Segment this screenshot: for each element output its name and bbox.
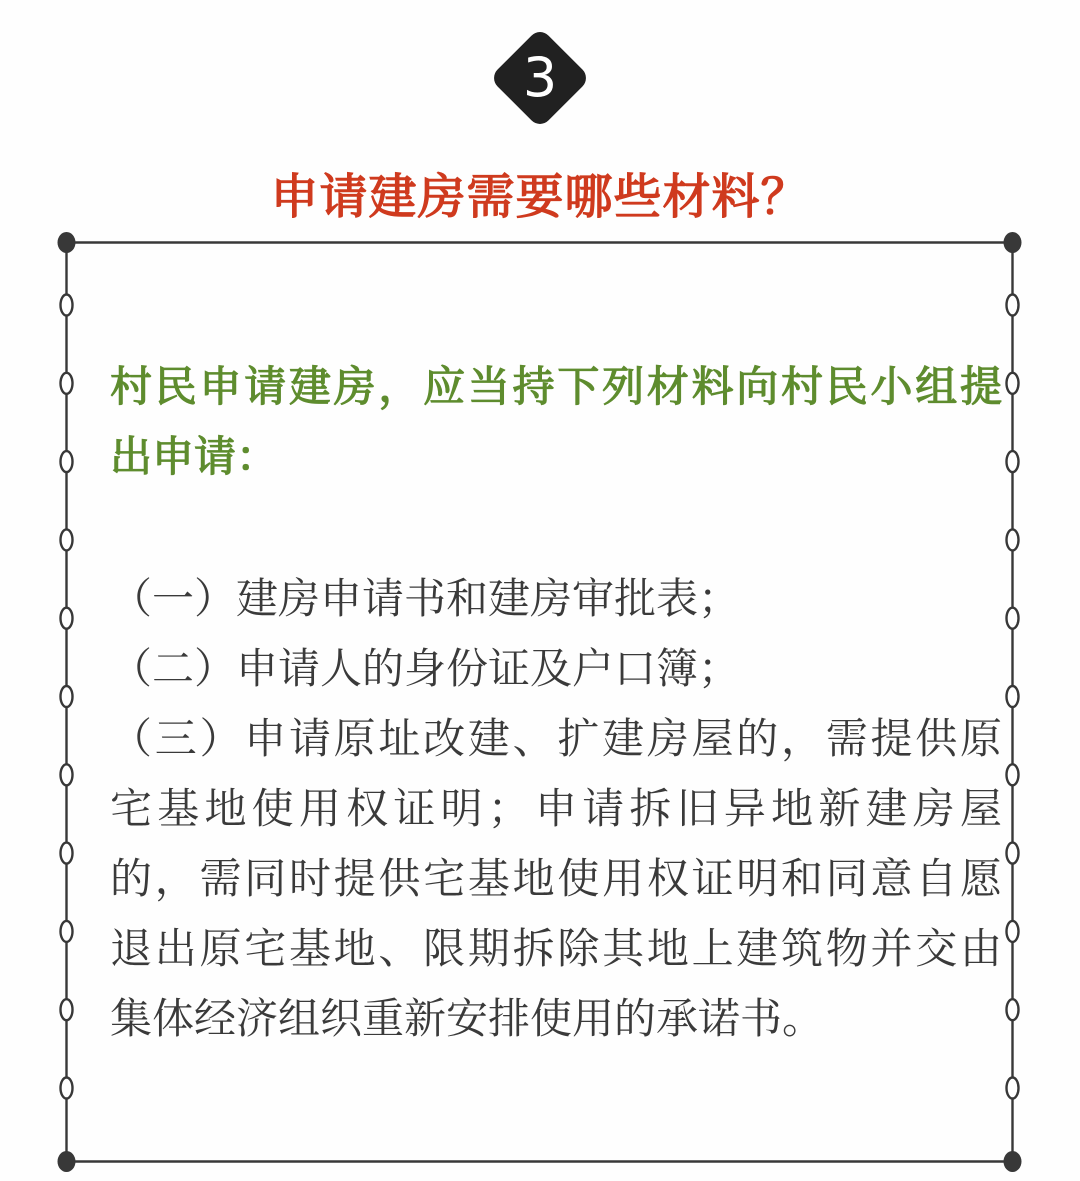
- text-line: 集体经济组织重新安排使用的承诺书。: [110, 994, 825, 1043]
- requirements-list: [110, 564, 1002, 1054]
- text-line: 出申请：: [110, 432, 279, 481]
- content-box: [110, 352, 1002, 1054]
- page-title: 申请建房需要哪些材料？: [270, 169, 810, 225]
- section-number: 3: [522, 46, 558, 109]
- text-line: 宅基地使用权证明；申请拆旧异地新建房屋: [110, 784, 1002, 833]
- text-line: 退出原宅基地、限期拆除其地上建筑物并交由: [110, 924, 1002, 973]
- text-line: （二）申请人的身份证及户口簿；: [110, 644, 741, 693]
- text-line: （一）建房申请书和建房审批表；: [110, 574, 741, 623]
- text-line: 村民申请建房，应当持下列材料向村民小组提: [110, 362, 1002, 411]
- text-line: （三）申请原址改建、扩建房屋的，需提供原: [110, 714, 1002, 763]
- intro-paragraph: [110, 352, 1002, 492]
- text-line: 的，需同时提供宅基地使用权证明和同意自愿: [110, 854, 1002, 903]
